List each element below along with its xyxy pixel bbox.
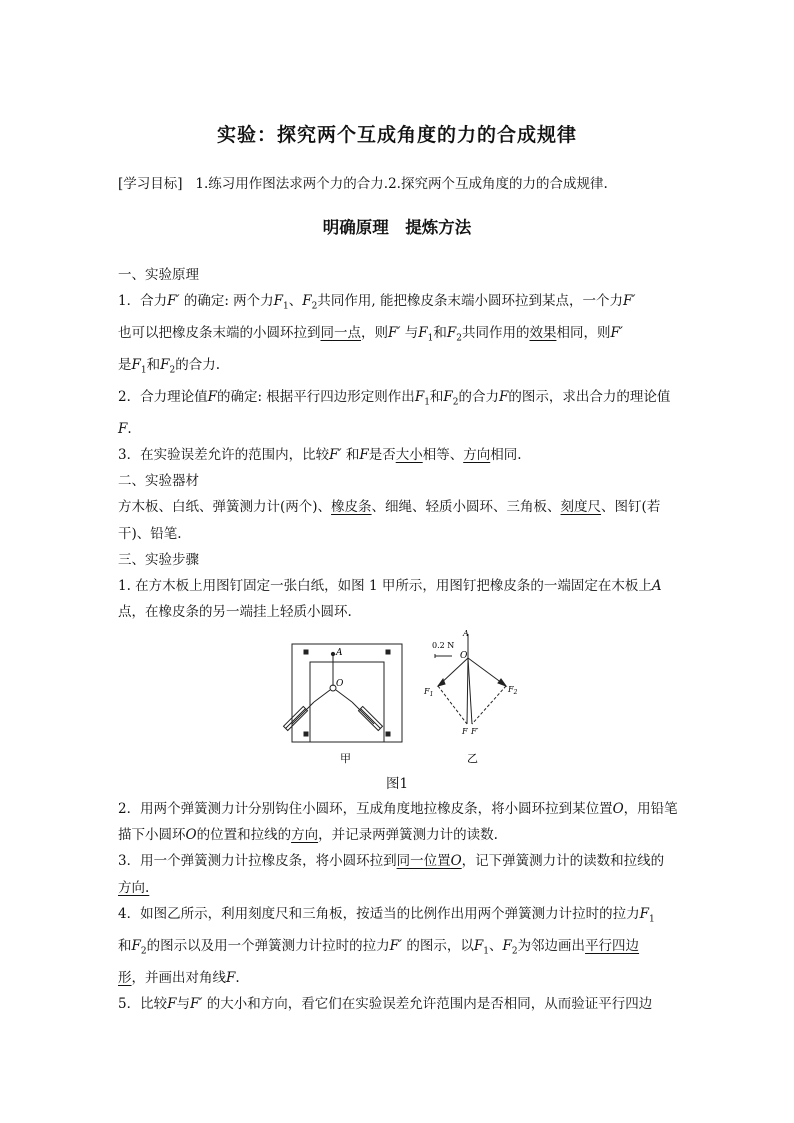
underline-ruler: 刻度尺 — [560, 499, 602, 516]
objective-tag: [学习目标] — [118, 176, 183, 192]
underline-direction-2: 方向 — [291, 827, 319, 844]
figure-label-A: A — [336, 648, 343, 658]
figure-label-F2: $F_2$ — [508, 685, 518, 696]
underline-direction-3: 方向. — [118, 879, 150, 896]
figure-label-F1: $F_1$ — [424, 687, 434, 698]
figure-label-O-left: O — [336, 679, 344, 689]
figure-label-F: F — [462, 727, 468, 736]
underline-same-position: 同一位置O — [396, 853, 462, 870]
underline-parallelogram: 平行四边 — [585, 937, 640, 954]
steps-heading: 三、实验步骤 — [118, 551, 199, 568]
step-5: 5．比较F与F′ 的大小和方向，看它们在实验误差允许范围内是否相同，从而验证平行四边 — [118, 995, 653, 1012]
underline-magnitude: 大小 — [395, 446, 423, 463]
figure-caption-left: 甲 — [340, 752, 351, 765]
step-1: 1. 在方木板上用图钉固定一张白纸，如图 1 甲所示，用图钉把橡皮条的一端固定在木板上A 点，在橡皮条的另一端挂上轻质小圆环. — [118, 577, 662, 621]
underline-rubber-band: 橡皮条 — [331, 499, 372, 516]
figure-left-board — [283, 644, 402, 742]
figure-label-A-right: A — [463, 629, 469, 638]
figure-label-Fprime: F′ — [471, 727, 479, 736]
equipment-list: 方木板、白纸、弹簧测力计(两个)、橡皮条、细绳、轻质小圆环、三角板、刻度尺、图钉(若干)、铅笔. — [118, 499, 661, 542]
step-4: 4．如图乙所示，利用刻度尺和三角板，按适当的比例作出用两个弹簧测力计拉时的拉力$F_1$ 和$F_2$的图示以及用一个弹簧测力计拉时的拉力F′ 的图示，以$F_1$、$F_2$为邻边画出平行四边 形，并画出对角线F. — [118, 905, 655, 986]
equipment-heading: 二、实验器材 — [118, 473, 199, 490]
principle-item-1: 1．合力F′ 的确定: 两个力$F_1$、$F_2$共同作用, 能把橡皮条末端小圆环拉到某点，一个力F′ 也可以把橡皮条末端的小圆环拉到同一点，则F′ 与$F_1$和$F_2$共同作用的效果相同，则F′ 是$F_1$和$F_2$的合力. — [118, 293, 636, 376]
underline-same-point: 同一点 — [320, 325, 361, 342]
underline-effect: 效果 — [529, 325, 557, 342]
underline-parallelogram-2: 形 — [118, 969, 132, 986]
figure-scale-label: 0.2 N — [432, 641, 455, 650]
figure-label-O-right: O — [460, 651, 468, 661]
step-3: 3．用一个弹簧测力计拉橡皮条，将小圆环拉到同一位置O，记下弹簧测力计的读数和拉线的 方向. — [118, 853, 665, 896]
learning-objectives — [118, 172, 698, 192]
document-title: 实验：探究两个互成角度的力的合成规律 — [216, 124, 577, 146]
principle-and-steps — [118, 262, 678, 625]
figure-caption-right: 乙 — [467, 752, 478, 765]
step-2: 2．用两个弹簧测力计分别钩住小圆环，互成角度地拉橡皮条，将小圆环拉到某位置O，用铅笔描下小圆环O的位置和拉线的方向，并记录两弹簧测力计的读数. — [118, 801, 678, 844]
principle-heading: 一、实验原理 — [118, 267, 199, 283]
underline-direction: 方向 — [463, 446, 491, 463]
principle-item-2: 2．合力理论值F的确定: 根据平行四边形定则作出$F_1$和$F_2$的合力F的图示，求出合力的理论值F. — [118, 388, 671, 437]
figure-caption: 图1 — [385, 776, 409, 792]
principle-item-3: 3．在实验误差允许的范围内，比较F′ 和F是否大小相等、方向相同. — [118, 446, 522, 463]
steps-continued — [118, 796, 678, 1017]
objective-text: 1.练习用作图法求两个力的合力.2.探究两个互成角度的力的合成规律. — [195, 176, 608, 192]
section-title: 明确原理 提炼方法 — [322, 218, 472, 237]
